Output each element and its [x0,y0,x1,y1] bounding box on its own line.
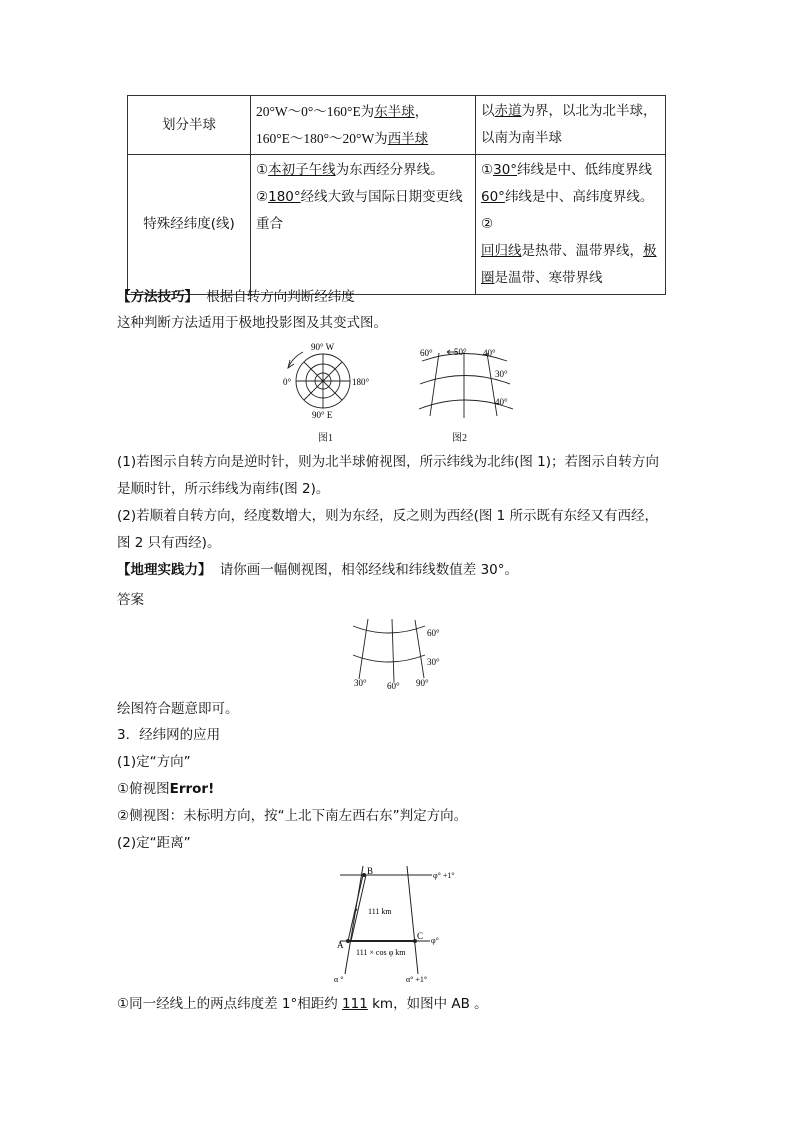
row-label: 划分半球 [128,96,251,155]
last-text: km，如图中 AB 。 [367,996,488,1012]
cell-text: 20°W～0°～160°E为 [256,104,375,119]
cell-text: ① [256,162,269,178]
section-3-title: 3．经纬网的应用 [117,727,221,743]
cell-text: 重合 [256,216,283,232]
lon-30: 30° [354,678,367,688]
top-view-line [117,779,214,799]
figure-2-polar-view [417,343,517,418]
top-view-text: ①俯视图 [117,781,170,797]
label-top: 90° W [311,342,335,352]
error-text: Error! [169,781,215,797]
cell-text: 以 [481,103,495,119]
label-phi-1: φ° +1° [433,871,455,880]
table-cell [476,96,666,155]
row-label: 特殊经纬度(线) [128,155,251,295]
label-c: C [417,931,424,941]
method-tip-heading [117,287,355,307]
cell-text: 经线大致与国际日期变更线 [300,189,463,205]
table-row [128,96,666,155]
figure-2-caption: 图2 [452,433,467,444]
point-a [346,939,350,943]
cell-text: 本初子午线 [268,162,336,178]
cell-text: ① [481,162,494,178]
cell-text: ， [414,104,429,119]
label-50: 50° [454,347,467,357]
answer-note: 绘图符合题意即可。 [117,701,239,717]
table-cell [476,155,666,295]
label-alpha-1: α° +1° [406,975,428,984]
paragraph-2a: (2)若顺着自转方向，经度数增大，则为东经，反之则为西经(图 1 所示既有东经又有西经， [117,508,659,524]
label-bottom: 90° E [312,410,333,418]
cell-text: 为界，以北为北半球， [521,103,657,119]
label-left: 0° [283,377,292,387]
cell-text: 西半球 [387,131,429,146]
cell-text: 30° [493,162,518,178]
cell-text: 是热带、温带界线， [521,243,643,259]
lon-60: 60° [387,681,400,691]
cell-text: 是温带、寒带界线 [494,270,603,286]
cell-text: ② [256,189,269,205]
label-alpha: α ° [334,975,344,984]
label-b: B [367,866,374,876]
grid-lines [340,866,432,974]
last-text: ①同一经线上的两点纬度差 1°相距约 [117,996,343,1012]
paragraph-1a: (1)若图示自转方向是逆时针，则为北半球俯视图，所示纬线为北纬(图 1)；若图示自转方向 [117,454,660,470]
tip-title: 根据自转方向判断经纬度 [206,289,355,305]
figure-1-polar-view [275,338,385,418]
practice-heading [117,560,518,580]
table-row [128,155,666,295]
point-b [362,873,366,877]
label-40-top: 40° [483,348,496,358]
label-a: A [337,940,344,950]
tip-intro: 这种判断方法适用于极地投影图及其变式图。 [117,315,387,331]
cell-text: 回归线 [481,243,522,259]
practice-text: 请你画一幅侧视图，相邻经线和纬线数值差 30°。 [219,562,519,578]
label-phi: φ° [431,936,439,945]
cell-text: 极 [643,243,657,259]
figure-3-side-view [350,616,450,692]
table-cell [251,155,476,295]
cell-text: 赤道 [494,103,522,119]
cell-text: 纬线是中、高纬度界线。② [481,189,654,232]
cell-text: 180° [268,189,301,205]
lat-60: 60° [427,628,440,638]
cell-text: 60° [481,189,505,205]
lat-30: 30° [427,657,440,667]
distance-heading: (2)定“距离” [117,835,191,851]
cell-text: 东半球 [374,104,415,119]
cell-text: 160°E～180°～20°W为 [256,131,388,146]
hemisphere-table [127,95,666,295]
label-40-bottom: 40° [495,397,508,407]
label-111km: 111 km [368,907,392,916]
figure-4-distance-diagram [330,862,475,988]
label-cos: 111 × cos φ km [356,948,406,957]
grid-lines [419,350,513,418]
table-cell [251,96,476,155]
direction-heading: (1)定“方向” [117,754,191,770]
last-value: 111 [342,996,368,1012]
side-view-line: ②侧视图：未标明方向，按“上北下南左西右东”判定方向。 [117,808,468,824]
answer-label: 答案 [117,592,144,608]
last-line [117,994,488,1014]
paragraph-2b: 图 2 只有西经)。 [117,535,221,551]
grid-lines [353,619,425,682]
lon-90: 90° [416,678,429,688]
cell-text: 为东西经分界线。 [335,162,444,178]
polar-grid [296,354,350,408]
practice-tag: 【地理实践力】 [117,562,212,578]
cell-text: 以南为南半球 [481,130,562,146]
tip-tag: 【方法技巧】 [117,289,198,305]
cell-text: 圈 [481,270,495,286]
paragraph-1b: 是顺时针，所示纬线为南纬(图 2)。 [117,481,330,497]
cell-text: 纬线是中、低纬度界线 [517,162,653,178]
label-30: 30° [495,369,508,379]
label-right: 180° [352,377,370,387]
figure-1-caption: 图1 [318,433,333,444]
label-60: 60° [420,348,433,358]
